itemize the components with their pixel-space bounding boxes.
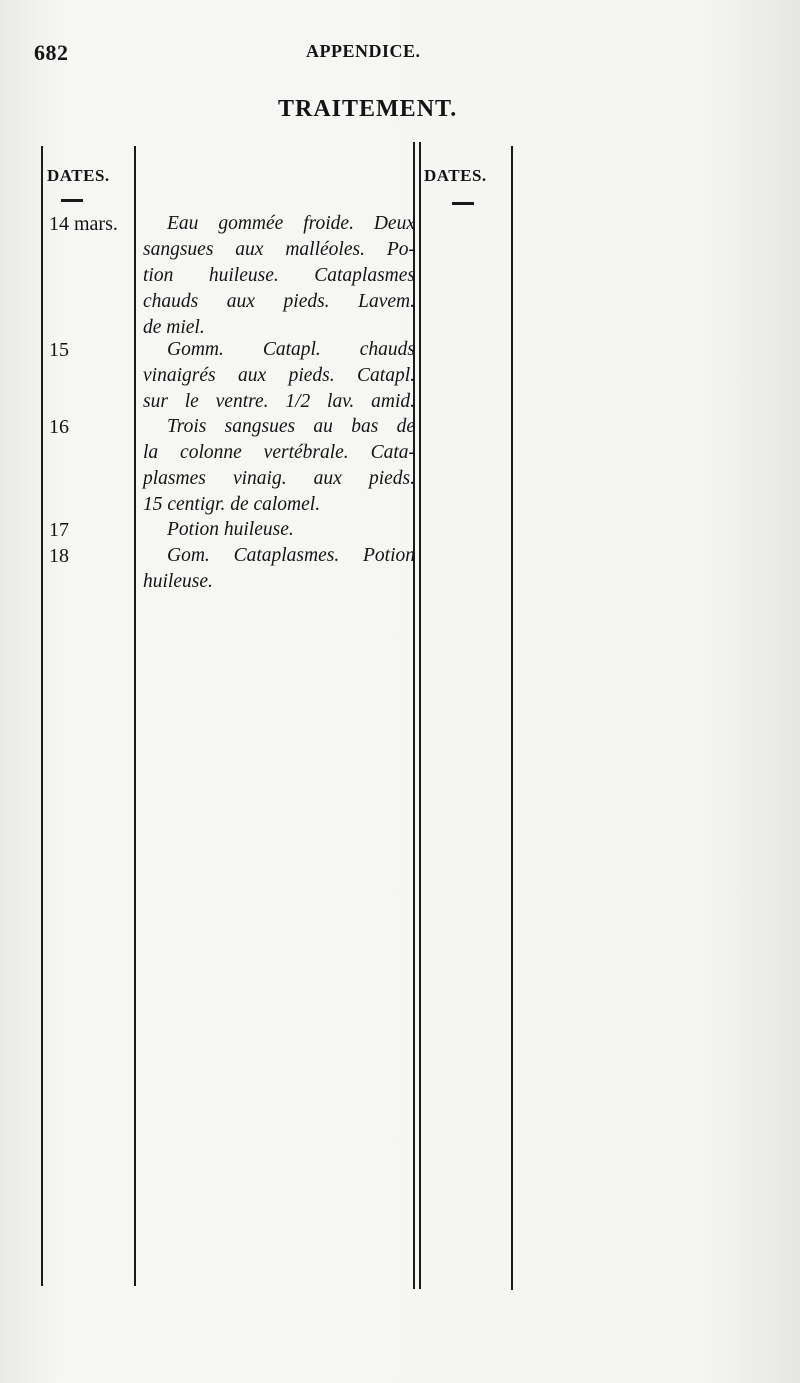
date-cell: 18: [49, 545, 69, 567]
right-header-dash: [452, 202, 474, 205]
treatment-entry: [143, 211, 415, 341]
right-dates-header: DATES.: [424, 166, 487, 185]
entry-line: Gom. Cataplasmes. Potion: [167, 545, 415, 566]
date-cell: 15: [49, 339, 69, 361]
date-cell: 14 mars.: [49, 213, 118, 235]
left-header-dash: [61, 199, 83, 202]
date-cell: 17: [49, 519, 69, 541]
entry-line: sur le ventre. 1/2 lav. amid.: [143, 391, 415, 412]
treatment-entry: [143, 414, 415, 518]
dates-column-rule: [134, 146, 136, 1286]
entry-line: tion huileuse. Cataplasmes: [143, 265, 415, 286]
treatment-entry: [143, 337, 415, 415]
entry-line: chauds aux pieds. Lavem.: [143, 291, 415, 312]
treatment-entry: [143, 517, 415, 543]
entry-line: de miel.: [143, 317, 205, 338]
entry-line: huileuse.: [143, 571, 213, 592]
section-title: TRAITEMENT.: [278, 96, 458, 122]
entry-line: vinaigrés aux pieds. Catapl.: [143, 365, 415, 386]
date-cell: 16: [49, 416, 69, 438]
entry-line: plasmes vinaig. aux pieds.: [143, 468, 415, 489]
entry-line: Potion huileuse.: [167, 519, 294, 540]
running-head: APPENDICE.: [306, 41, 421, 61]
page-number: 682: [34, 40, 69, 65]
entry-line: Gomm. Catapl. chauds: [167, 339, 415, 360]
right-border-rule: [511, 146, 513, 1290]
entry-line: 15 centigr. de calomel.: [143, 494, 321, 515]
entry-line: Eau gommée froide. Deux: [167, 213, 415, 234]
treatment-entry: [143, 543, 415, 595]
entry-line: sangsues aux malléoles. Po-: [143, 239, 415, 260]
left-dates-header: DATES.: [47, 166, 110, 185]
entry-line: Trois sangsues au bas de: [167, 416, 415, 437]
show-through-text: [215, 30, 219, 50]
entry-line: la colonne vertébrale. Cata-: [143, 442, 415, 463]
double-rule-inner: [419, 142, 421, 1289]
left-border-rule: [41, 146, 43, 1286]
